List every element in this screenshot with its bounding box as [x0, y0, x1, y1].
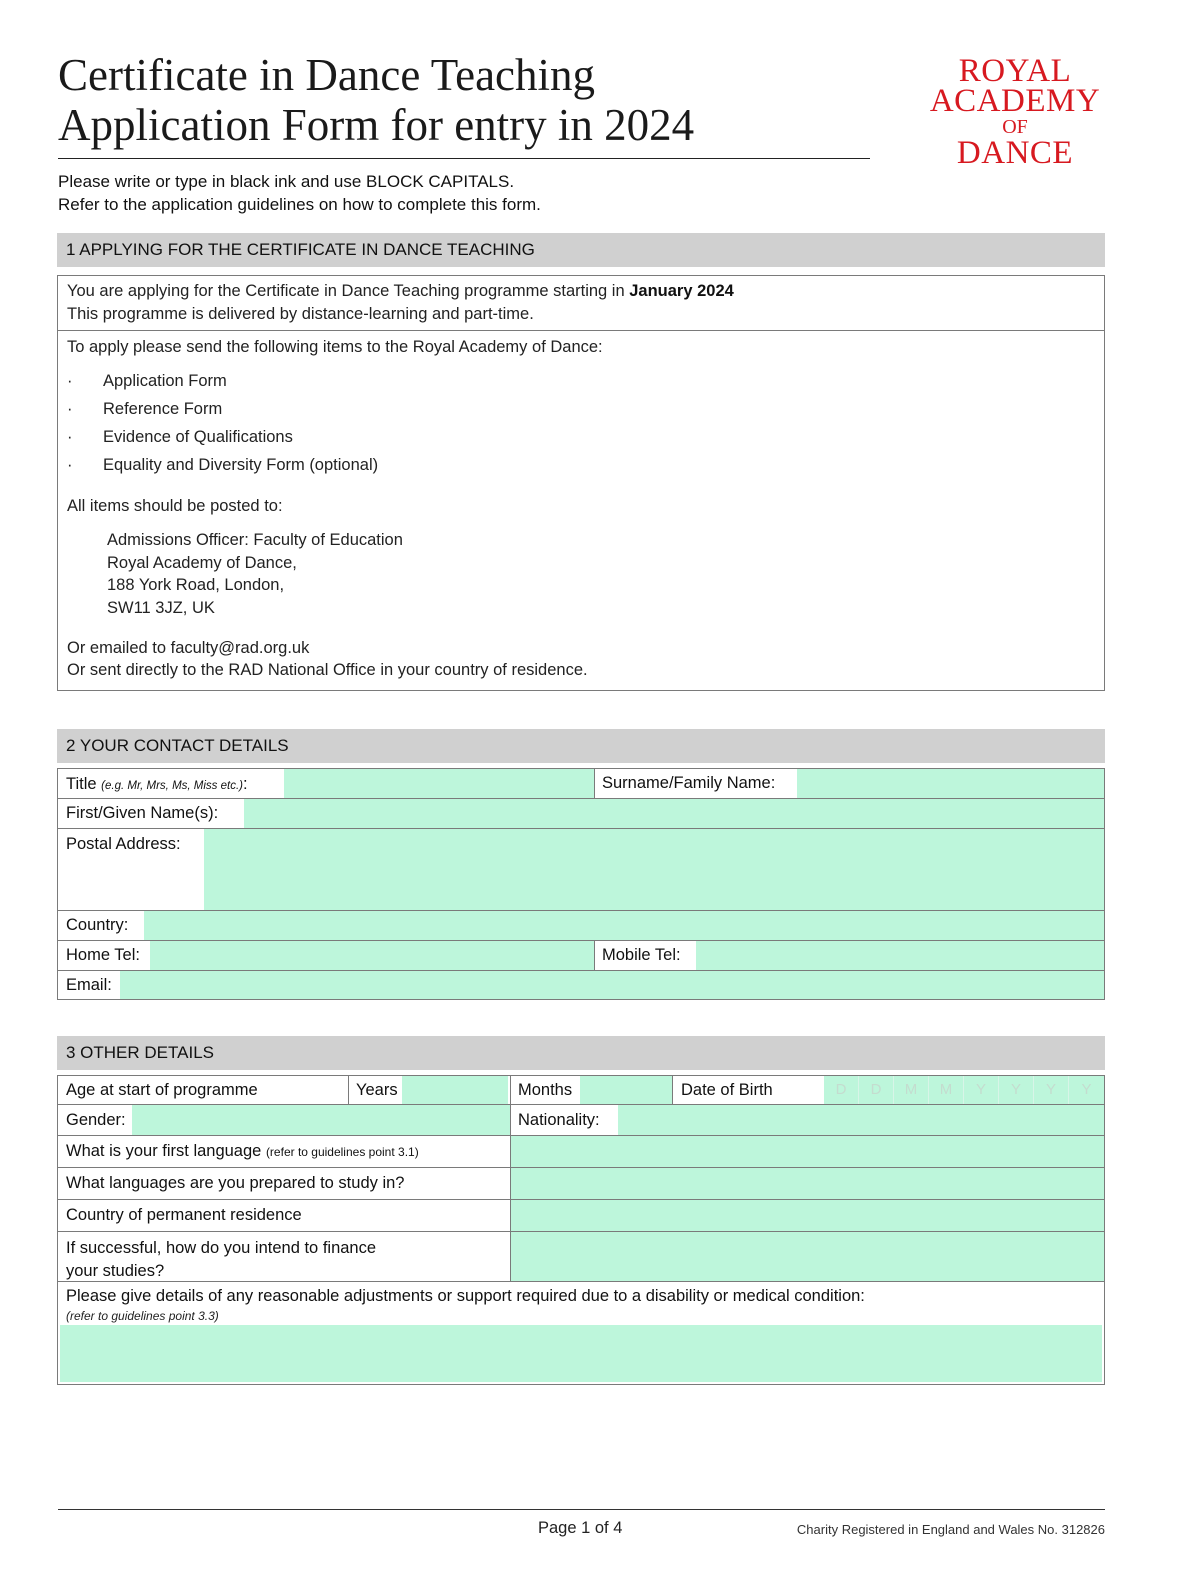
dob-year-cell[interactable]: Y — [999, 1076, 1034, 1104]
finance-label-line-2: your studies? — [66, 1262, 165, 1280]
charity-number: Charity Registered in England and Wales No. 312826 — [796, 1522, 1105, 1537]
list-item: Application Form — [103, 372, 227, 390]
months-label: Months — [518, 1081, 573, 1099]
bullet: · — [67, 456, 73, 474]
programme-start-text: You are applying for the Certificate in Dance Teaching programme starting in — [67, 282, 630, 300]
section-2-heading: 2 YOUR CONTACT DETAILS — [57, 729, 1105, 763]
study-languages-label: What languages are you prepared to study in? — [66, 1174, 405, 1192]
title-line-2: Application Form for entry in 2024 — [58, 100, 695, 150]
dob-day-cell[interactable]: D — [824, 1076, 859, 1104]
home-tel-field[interactable] — [150, 941, 594, 970]
title-colon: : — [243, 775, 248, 793]
title-field[interactable] — [284, 769, 594, 798]
residence-row — [57, 1200, 1105, 1232]
programme-info-box — [57, 275, 1105, 331]
country-field[interactable] — [144, 911, 1104, 940]
adjustments-row — [57, 1282, 1105, 1385]
programme-delivery-line: This programme is delivered by distance-learning and part-time. — [67, 305, 534, 323]
gender-label: Gender: — [66, 1111, 126, 1129]
apply-intro: To apply please send the following items to the Royal Academy of Dance: — [67, 338, 603, 356]
posted-to-label: All items should be posted to: — [67, 497, 283, 515]
adjustments-label: Please give details of any reasonable adjustments or support required due to a disability or medical condition: — [66, 1287, 865, 1305]
email-instruction: Or emailed to faculty@rad.org.uk — [67, 639, 310, 657]
title-line-1: Certificate in Dance Teaching — [58, 50, 596, 100]
dob-month-cell[interactable]: M — [894, 1076, 929, 1104]
study-languages-row — [57, 1168, 1105, 1200]
nationality-field[interactable] — [618, 1105, 1104, 1135]
postal-address-row — [57, 829, 1105, 911]
section-3-heading: 3 OTHER DETAILS — [57, 1036, 1105, 1070]
email-field[interactable] — [120, 971, 1104, 999]
country-row — [57, 911, 1105, 941]
address-line: Admissions Officer: Faculty of Education — [107, 531, 403, 549]
list-item: Evidence of Qualifications — [103, 428, 293, 446]
page-title — [58, 50, 878, 150]
age-dob-row — [57, 1075, 1105, 1105]
first-language-field[interactable] — [511, 1136, 1104, 1167]
title-divider — [58, 158, 870, 159]
months-field[interactable] — [580, 1076, 672, 1104]
list-item: Reference Form — [103, 400, 223, 418]
address-line: Royal Academy of Dance, — [107, 554, 297, 572]
programme-start-date: January 2024 — [629, 282, 734, 300]
cell-divider — [348, 1076, 349, 1104]
finance-field[interactable] — [511, 1232, 1104, 1281]
cell-divider — [594, 941, 595, 970]
application-instructions-box — [57, 330, 1105, 691]
age-label: Age at start of programme — [66, 1081, 258, 1099]
first-language-hint: (refer to guidelines point 3.1) — [265, 1145, 419, 1159]
page-number: Page 1 of 4 — [538, 1519, 623, 1537]
list-item: Equality and Diversity Form (optional) — [103, 456, 379, 474]
address-line: 188 York Road, London, — [107, 576, 285, 594]
nationality-label: Nationality: — [518, 1111, 600, 1129]
cell-divider — [594, 769, 595, 798]
title-hint: (e.g. Mr, Mrs, Ms, Miss etc.) — [101, 780, 243, 792]
years-field[interactable] — [402, 1076, 508, 1104]
postal-address-field[interactable] — [204, 829, 1104, 910]
title-surname-row — [57, 768, 1105, 799]
surname-label: Surname/Family Name: — [602, 774, 776, 792]
study-languages-field[interactable] — [511, 1168, 1104, 1199]
phone-row — [57, 941, 1105, 971]
adjustments-field[interactable] — [60, 1325, 1102, 1382]
section-1-heading: 1 APPLYING FOR THE CERTIFICATE IN DANCE TEACHING — [57, 233, 1105, 267]
logo-line-3: OF — [1002, 116, 1028, 138]
footer-divider — [58, 1509, 1105, 1510]
dob-month-cell[interactable]: M — [929, 1076, 964, 1104]
surname-field[interactable] — [797, 769, 1104, 798]
dob-field[interactable] — [824, 1076, 1104, 1104]
instructions — [58, 170, 541, 216]
programme-start-line — [67, 282, 734, 301]
mobile-tel-field[interactable] — [696, 941, 1104, 970]
national-office-instruction: Or sent directly to the RAD National Office in your country of residence. — [67, 661, 588, 679]
mobile-tel-label: Mobile Tel: — [602, 946, 681, 964]
gender-field[interactable] — [132, 1105, 510, 1135]
first-language-label — [66, 1142, 419, 1161]
instruction-line-1: Please write or type in black ink and use BLOCK CAPITALS. — [58, 172, 515, 191]
dob-label: Date of Birth — [681, 1081, 773, 1099]
residence-label: Country of permanent residence — [66, 1206, 302, 1224]
title-label — [66, 775, 248, 794]
title-label-text: Title — [66, 775, 97, 793]
logo-line-1: ROYAL — [958, 53, 1072, 89]
finance-label — [66, 1237, 376, 1283]
bullet: · — [67, 428, 73, 446]
cell-divider — [672, 1076, 673, 1104]
first-name-field[interactable] — [244, 799, 1104, 828]
finance-label-line-1: If successful, how do you intend to finance — [66, 1239, 377, 1257]
rad-logo — [920, 53, 1110, 171]
postal-address-label: Postal Address: — [66, 835, 181, 853]
bullet: · — [67, 400, 73, 418]
gender-nationality-row — [57, 1105, 1105, 1136]
address-line: SW11 3JZ, UK — [107, 599, 215, 617]
first-name-label: First/Given Name(s): — [66, 804, 219, 822]
dob-year-cell[interactable]: Y — [1034, 1076, 1069, 1104]
country-label: Country: — [66, 916, 129, 934]
adjustments-hint: (refer to guidelines point 3.3) — [66, 1309, 219, 1323]
email-row — [57, 971, 1105, 1000]
first-language-label-text: What is your first language — [66, 1142, 262, 1160]
email-label: Email: — [66, 976, 112, 994]
home-tel-label: Home Tel: — [66, 946, 140, 964]
bullet: · — [67, 372, 73, 390]
cell-divider — [510, 1076, 511, 1104]
years-label: Years — [356, 1081, 398, 1099]
logo-line-2: ACADEMY — [929, 83, 1101, 119]
first-language-row — [57, 1136, 1105, 1168]
dob-year-cell[interactable]: Y — [964, 1076, 999, 1104]
cell-divider — [510, 1105, 511, 1135]
dob-day-cell[interactable]: D — [859, 1076, 894, 1104]
finance-row — [57, 1232, 1105, 1282]
logo-line-4: DANCE — [956, 135, 1074, 171]
residence-field[interactable] — [511, 1200, 1104, 1231]
first-name-row — [57, 799, 1105, 829]
instruction-line-2: Refer to the application guidelines on how to complete this form. — [58, 195, 541, 214]
dob-year-cell[interactable]: Y — [1081, 1081, 1092, 1098]
